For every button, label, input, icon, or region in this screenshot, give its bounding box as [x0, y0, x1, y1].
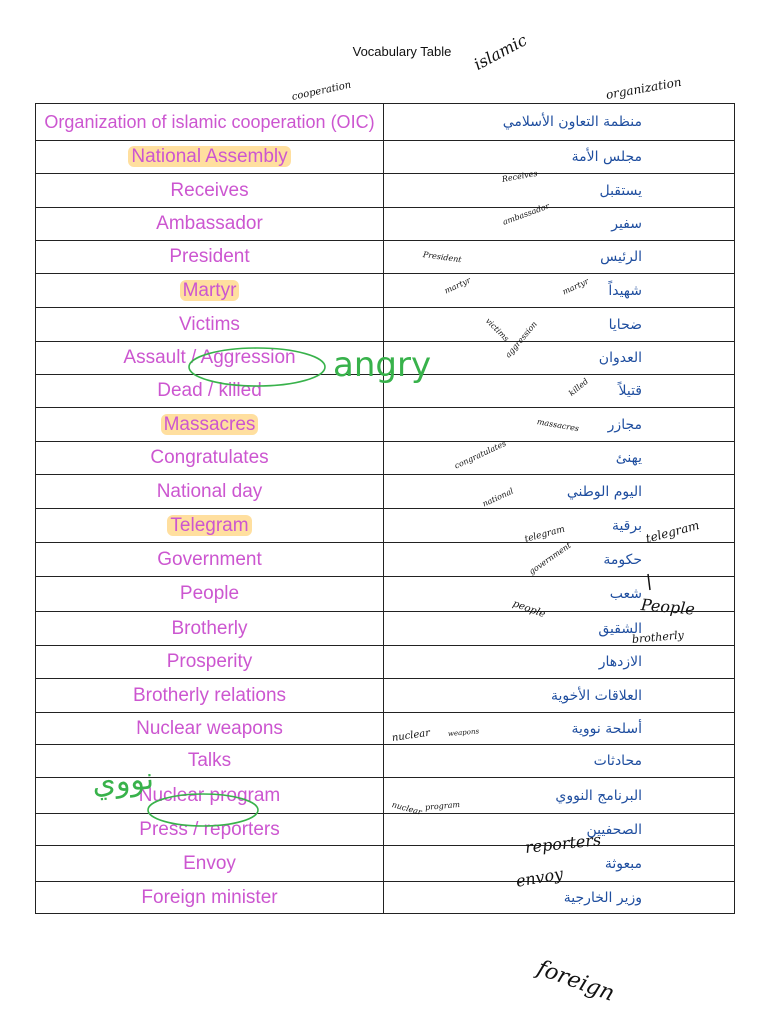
arabic-term: قتيلاً: [618, 383, 642, 399]
arabic-term: الشقيق: [598, 620, 642, 637]
arabic-term: سفير: [611, 216, 642, 232]
table-row: [36, 543, 735, 577]
arabic-term-cell: [384, 308, 735, 342]
arabic-term: يهنئ: [615, 450, 642, 466]
note-nuclear-1: nuclear: [391, 727, 431, 744]
note-massacres: massacres: [536, 417, 580, 434]
table-row: [36, 274, 735, 308]
english-term: Assault / Aggression: [123, 347, 296, 368]
english-term: Nuclear program: [138, 784, 281, 806]
arabic-term: منظمة التعاون الأسلامي: [502, 114, 642, 130]
table-row: [36, 846, 735, 882]
note-telegram-1: telegram: [523, 524, 567, 545]
english-term: Brotherly relations: [132, 684, 287, 706]
note-ambassador: ambassador: [501, 201, 551, 227]
english-term-cell: [36, 475, 384, 509]
arabic-term: وزير الخارجية: [563, 889, 642, 906]
english-term-cell: [36, 679, 384, 713]
table-row: [36, 208, 735, 241]
arabic-term: العلاقات الأخوية: [550, 687, 642, 704]
arabic-term: أسلحة نووية: [571, 720, 642, 737]
note-nuclear-2: nuclear: [390, 800, 423, 817]
table-row: [36, 141, 735, 174]
english-term-cell: [36, 814, 384, 846]
english-term-cell: [36, 846, 384, 882]
arabic-term: شهيداً: [608, 282, 642, 299]
arabic-term: محادثات: [593, 753, 642, 769]
note-killed: killed: [567, 376, 591, 398]
note-telegram-2: telegram: [644, 518, 701, 546]
english-term-cell: [36, 241, 384, 274]
arabic-term-cell: [384, 274, 735, 308]
note-people-1: people: [511, 598, 547, 621]
english-term-cell: [36, 308, 384, 342]
note-aggression: aggression: [503, 319, 539, 360]
english-term: National Assembly: [128, 146, 290, 167]
note-receives: Receives: [501, 168, 539, 184]
english-term-cell: [36, 612, 384, 646]
arabic-term: ضحايا: [608, 316, 642, 333]
document-title: Vocabulary Table: [352, 44, 452, 59]
table-row: [36, 882, 735, 914]
table-row: [36, 713, 735, 745]
arabic-term: شعب: [609, 586, 642, 602]
note-martyr-1: martyr: [443, 275, 473, 296]
english-term: Envoy: [183, 852, 236, 874]
english-term: Congratulates: [150, 447, 269, 468]
english-term-cell: [36, 141, 384, 174]
table-row: [36, 646, 735, 679]
table-row: [36, 104, 735, 141]
arabic-term: برقية: [611, 517, 642, 534]
table-row: [36, 442, 735, 475]
english-term: Telegram: [167, 515, 251, 536]
english-term: President: [169, 246, 250, 267]
english-term: Massacres: [161, 414, 259, 435]
english-term: Receives: [170, 179, 249, 201]
note-islamic: islamic: [470, 30, 530, 74]
arabic-term-cell: [384, 174, 735, 208]
note-victims: victims: [483, 316, 511, 344]
note-envoy: envoy: [514, 863, 565, 891]
english-term-cell: [36, 713, 384, 745]
english-term-cell: [36, 577, 384, 612]
note-national: national: [481, 486, 515, 509]
arabic-term-cell: [384, 141, 735, 174]
english-term-cell: [36, 745, 384, 778]
note-people-2: People: [640, 595, 696, 619]
table-row: [36, 814, 735, 846]
arabic-term: يستقبل: [599, 182, 642, 199]
arabic-term-cell: [384, 713, 735, 745]
english-term-cell: [36, 509, 384, 543]
english-term: Dead / killed: [157, 380, 262, 401]
english-term-cell: [36, 778, 384, 814]
arabic-term: البرنامج النووي: [555, 787, 642, 804]
note-reporters: reporters: [524, 830, 602, 857]
table-row: [36, 679, 735, 713]
arabic-term: الازدهار: [598, 654, 642, 670]
english-term-cell: [36, 375, 384, 408]
english-term: People: [179, 583, 240, 604]
note-weapons: weapons: [447, 727, 480, 738]
english-term: Brotherly: [171, 617, 248, 639]
english-term-cell: [36, 442, 384, 475]
arabic-term-cell: [384, 342, 735, 375]
english-term: Press / reporters: [139, 818, 280, 840]
english-term-cell: [36, 882, 384, 914]
english-term-cell: [36, 543, 384, 577]
english-term: Nuclear weapons: [136, 717, 283, 739]
note-angry: angry: [333, 345, 432, 385]
arabic-term-cell: [384, 104, 735, 141]
english-term-cell: [36, 174, 384, 208]
english-term-cell: [36, 274, 384, 308]
note-cooperation: cooperation: [290, 79, 353, 103]
note-brotherly: brotherly: [631, 628, 685, 646]
table-row: [36, 408, 735, 442]
arabic-term-cell: [384, 208, 735, 241]
arabic-term-cell: [384, 745, 735, 778]
english-term: Foreign minister: [141, 886, 278, 908]
table-row: [36, 577, 735, 612]
arabic-term-cell: [384, 679, 735, 713]
table-row: [36, 308, 735, 342]
table-row: [36, 475, 735, 509]
english-term: Organization of islamic cooperation (OIC): [44, 111, 375, 132]
english-term-cell: [36, 342, 384, 375]
arabic-term: مبعوثة: [604, 855, 642, 872]
arabic-term-cell: [384, 646, 735, 679]
table-row: [36, 612, 735, 646]
arabic-term-cell: [384, 375, 735, 408]
english-term: National day: [156, 480, 263, 502]
note-program: program: [424, 799, 461, 812]
arabic-term-cell: [384, 442, 735, 475]
english-term-cell: [36, 646, 384, 679]
english-term: Martyr: [180, 280, 240, 301]
note-foreign: foreign: [533, 955, 618, 1007]
english-term: Ambassador: [156, 213, 263, 234]
english-term: Victims: [179, 313, 240, 335]
arabic-term-cell: [384, 475, 735, 509]
arabic-term: العدوان: [598, 350, 642, 366]
note-organization: organization: [604, 74, 683, 102]
arabic-term: حكومة: [603, 551, 642, 568]
table-row: [36, 174, 735, 208]
english-term-cell: [36, 408, 384, 442]
arabic-term: الصحفيين: [586, 821, 642, 838]
english-term-cell: [36, 104, 384, 141]
arabic-term: مجازر: [607, 416, 642, 433]
english-term-cell: [36, 208, 384, 241]
arabic-term-cell: [384, 882, 735, 914]
english-term: Talks: [187, 750, 232, 771]
arabic-term: الرئيس: [600, 249, 642, 265]
table-row: [36, 241, 735, 274]
note-nawawi: نووي: [90, 761, 156, 802]
arabic-term: اليوم الوطني: [566, 483, 642, 500]
note-congratulates: congratulates: [453, 438, 508, 471]
note-government: government: [527, 540, 573, 577]
note-martyr-2: martyr: [561, 276, 591, 297]
arabic-term: مجلس الأمة: [571, 149, 642, 165]
english-term: Government: [157, 548, 262, 570]
note-president: President: [422, 250, 463, 265]
english-term: Prosperity: [166, 651, 253, 672]
table-row: [36, 509, 735, 543]
